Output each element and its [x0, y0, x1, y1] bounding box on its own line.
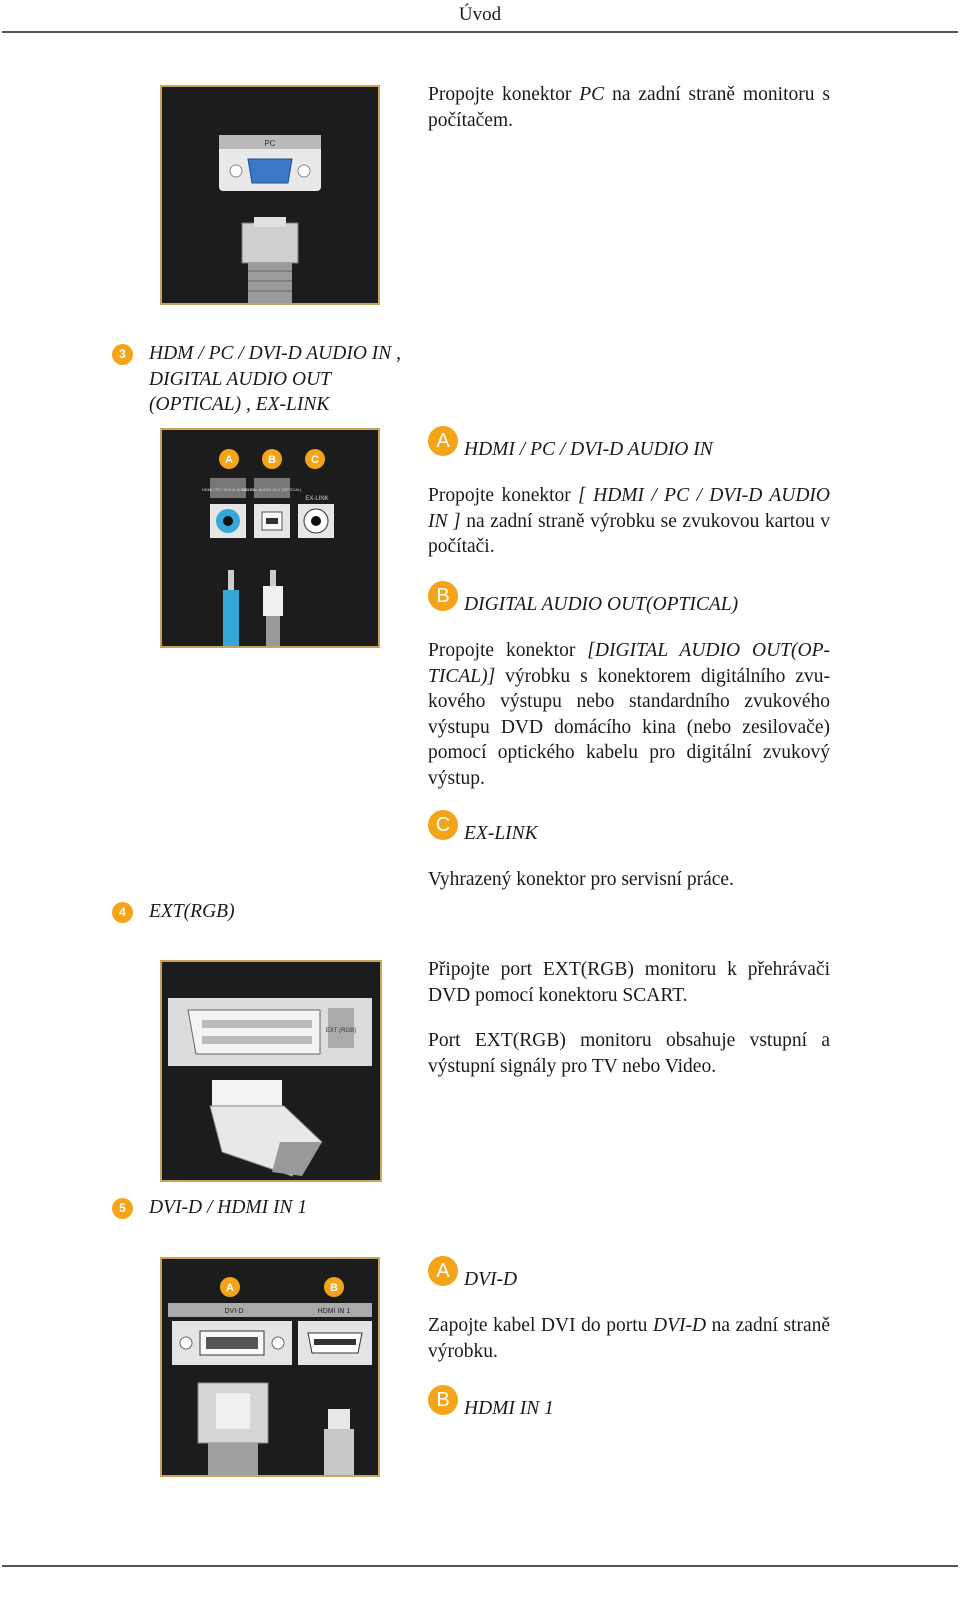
section-3-title: HDM / PC / DVI-D AUDIO IN , DIGITAL AUDIO OUT (OPTICAL) , EX-LINK	[149, 343, 402, 415]
item-c-body: Vyhrazený konektor pro servisní práce.	[428, 869, 734, 890]
item-b-heading: DIGITAL AUDIO OUT(OPTICAL)	[464, 594, 739, 615]
item-c-heading: EX-LINK	[464, 823, 538, 844]
section-3-number-badge: 3	[112, 344, 133, 365]
panel-badge-c: C	[311, 454, 319, 466]
panel-label-optical: DIGITAL AUDIO OUT (OPTICAL)	[242, 487, 302, 492]
panel-label-dvi: DVI-D	[224, 1308, 244, 1315]
section-4-number-badge: 4	[112, 902, 133, 923]
item-a-heading: HDMI / PC / DVI-D AUDIO IN	[464, 439, 713, 460]
panel-label-audio-in: HDMI / PC / DVI-D AUDIO IN	[201, 487, 255, 492]
item-hdmi-heading: HDMI IN 1	[464, 1398, 554, 1419]
panel-label-ex-link: EX-LINK	[305, 496, 329, 502]
section-4-title: EXT(RGB)	[149, 901, 235, 922]
header-divider	[2, 31, 958, 33]
panel-badge-a: A	[225, 454, 233, 466]
panel-label-hdmi: HDMI IN 1	[317, 1308, 351, 1315]
item-dvi-heading: DVI-D	[464, 1269, 518, 1290]
item-dvi-body: Zapojte kabel DVI do portu DVI-D na zadní straně výrobku.	[428, 1315, 830, 1362]
pc-port-label: PC	[264, 139, 276, 148]
pc-port-illustration	[160, 85, 380, 305]
item-b-body: Propojte konektor [DIGITAL AUDIO OUT(OP-TICAL)] výrobku s konektorem digitálního zvu-kového výstupu nebo standardního zvukového výstupu DVD domácího kina (nebo zesilovače) pomocí optického kabelu pro digitální zvukový výstup.	[428, 640, 830, 789]
panel-badge-hdmi: B	[330, 1282, 338, 1294]
ext-rgb-paragraph-2: Port EXT(RGB) monitoru obsahuje vstupní a výstupní signály pro TV nebo Video.	[428, 1030, 830, 1077]
ext-rgb-paragraph-1: Připojte port EXT(RGB) monitoru k přehrávači DVD pomocí konektoru SCART.	[428, 959, 830, 1006]
section-5-number-badge: 5	[112, 1198, 133, 1219]
item-a-badge: A	[428, 426, 458, 456]
audio-ports-illustration	[160, 428, 380, 648]
section-5-title: DVI-D / HDMI IN 1	[149, 1197, 308, 1218]
footer-divider	[2, 1565, 958, 1567]
panel-badge-b: B	[268, 454, 276, 466]
item-a-body: Propojte konektor [ HDMI / PC / DVI-D AUDIO IN ] na zadní straně výrobku se zvukovou kartou v počítači.	[428, 485, 831, 557]
scart-port-label: EXT (RGB)	[325, 1028, 357, 1034]
item-b-badge: B	[428, 581, 458, 611]
pc-instruction: Propojte konektor PC na zadní straně monitoru s počítačem.	[428, 84, 830, 131]
scart-port-illustration	[160, 960, 382, 1182]
item-c-badge: C	[428, 810, 458, 840]
page-title: Úvod	[458, 4, 502, 25]
item-dvi-badge: A	[428, 1256, 458, 1286]
panel-badge-dvi: A	[226, 1282, 234, 1294]
item-hdmi-badge: B	[428, 1385, 458, 1415]
dvi-hdmi-ports-illustration	[160, 1257, 380, 1477]
